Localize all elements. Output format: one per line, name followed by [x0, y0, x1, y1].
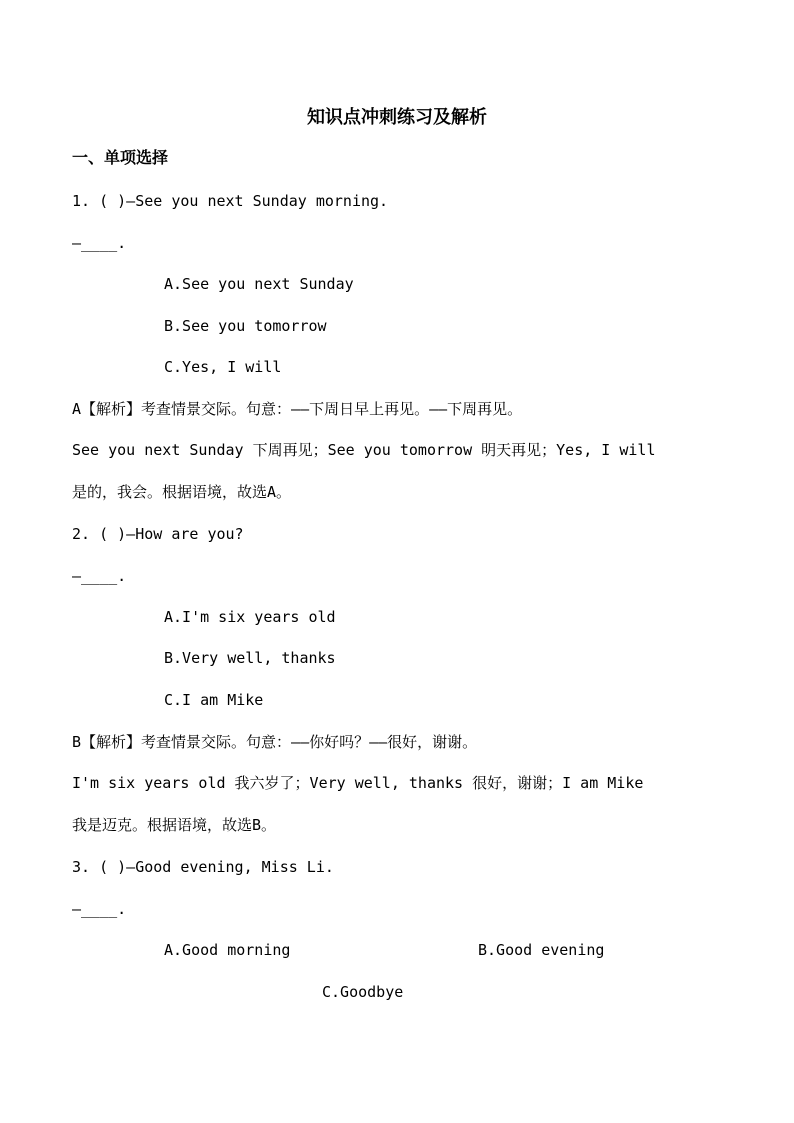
question-stem: 2. ( )—How are you?: [72, 525, 244, 543]
option-a: A.I'm six years old: [164, 608, 336, 626]
option-b: B.Very well, thanks: [164, 649, 336, 667]
analysis-line: 我是迈克。根据语境，故选B。: [72, 816, 277, 834]
analysis-line: B【解析】考查情景交际。句意：——你好吗？——很好，谢谢。: [72, 733, 478, 751]
option-a: A.Good morning: [164, 941, 291, 959]
section-heading: 一、单项选择: [72, 148, 169, 167]
analysis-line: 是的，我会。根据语境，故选A。: [72, 483, 292, 501]
answer-blank: —____.: [72, 234, 127, 252]
answer-blank: —____.: [72, 567, 127, 585]
analysis-line: See you next Sunday 下周再见；See you tomorrow 明天再见；Yes, I will: [72, 441, 656, 459]
answer-blank: —____.: [72, 900, 127, 918]
analysis-line: I'm six years old 我六岁了；Very well, thanks 很好，谢谢；I am Mike: [72, 774, 644, 792]
analysis-line: A【解析】考查情景交际。句意：——下周日早上再见。——下周再见。: [72, 400, 523, 418]
document-title: 知识点冲刺练习及解析: [307, 107, 487, 128]
option-b: B.Good evening: [478, 941, 605, 959]
question-stem: 1. ( )—See you next Sunday morning.: [72, 192, 389, 210]
option-a: A.See you next Sunday: [164, 275, 354, 293]
option-c: C.Yes, I will: [164, 358, 282, 376]
option-c: C.Goodbye: [322, 983, 404, 1001]
option-b: B.See you tomorrow: [164, 317, 327, 335]
option-c: C.I am Mike: [164, 691, 264, 709]
question-stem: 3. ( )—Good evening, Miss Li.: [72, 858, 334, 876]
